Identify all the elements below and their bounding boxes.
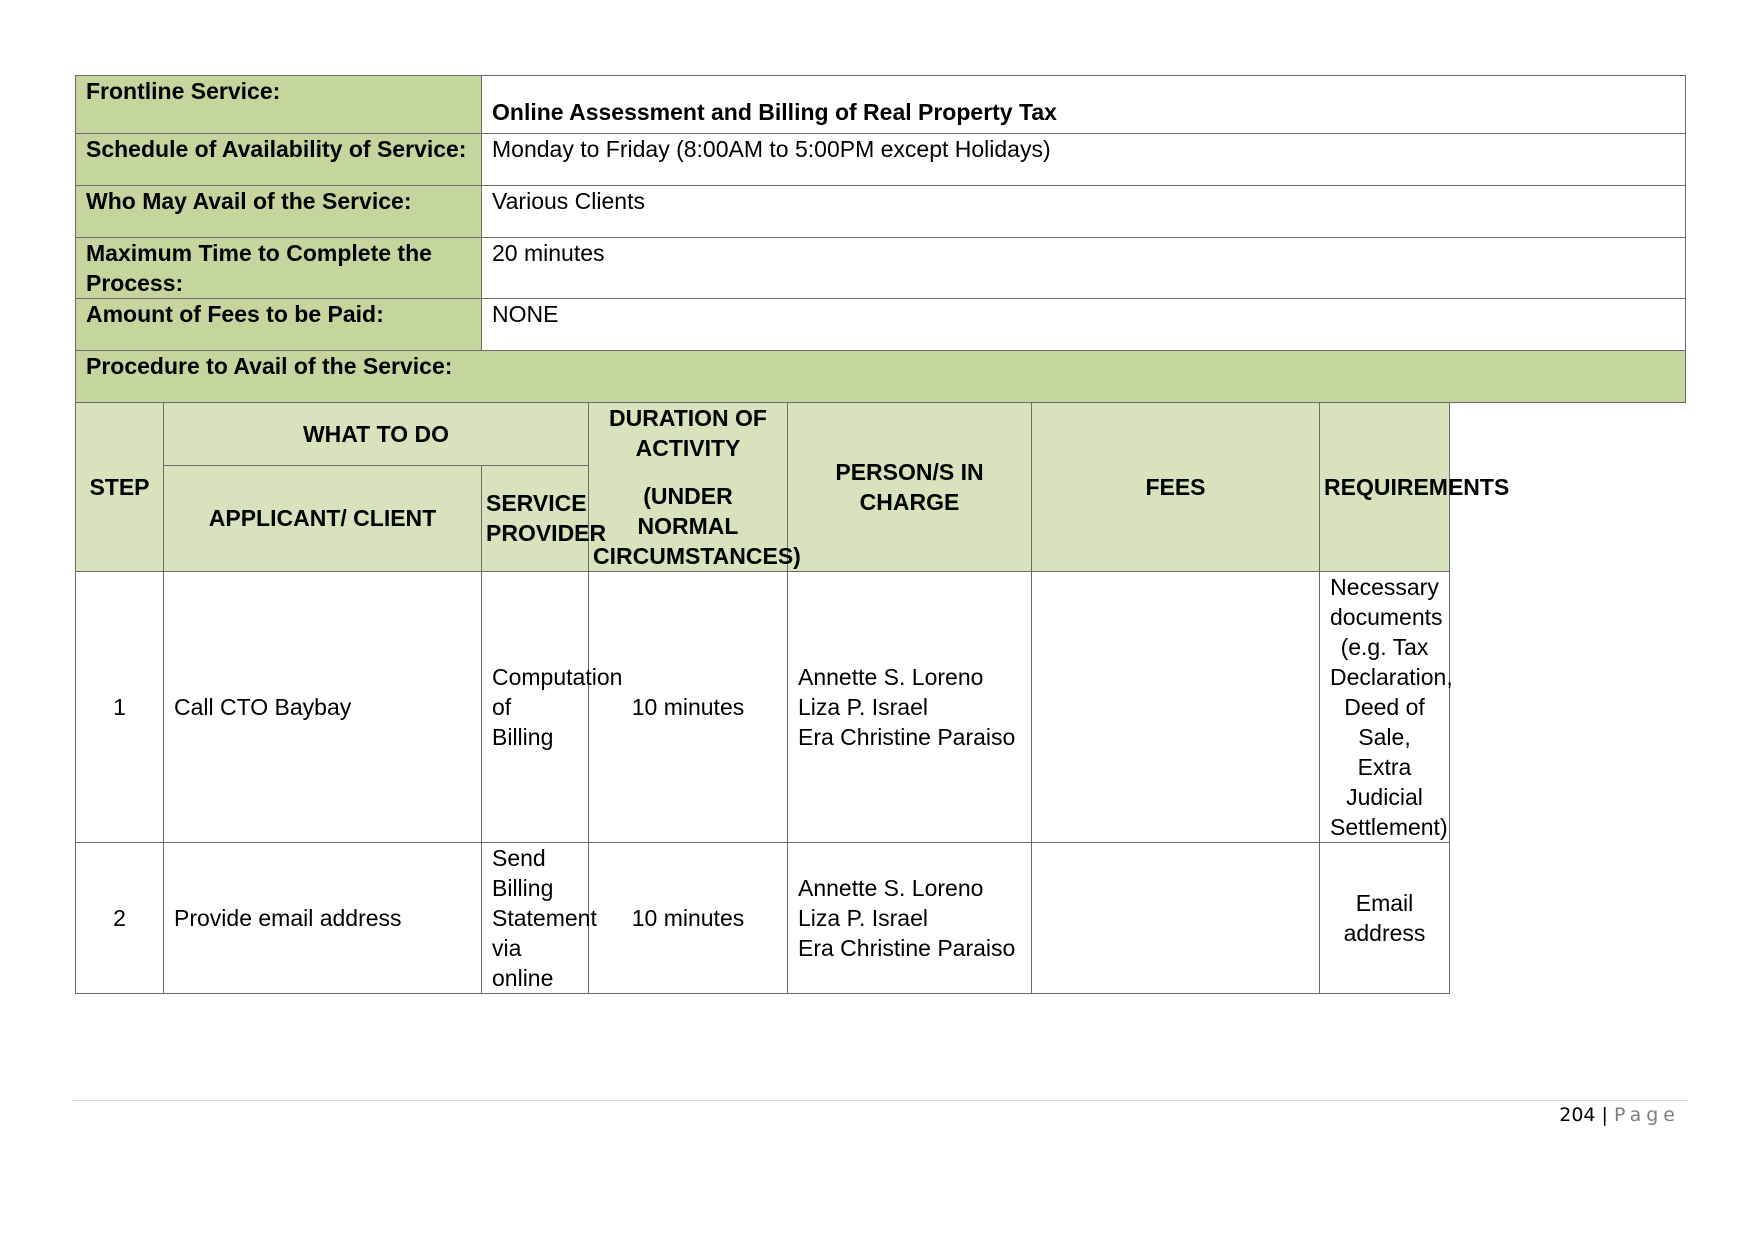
person-name: Liza P. Israel	[798, 905, 928, 931]
person-name: Annette S. Loreno	[798, 664, 984, 690]
person-name: Annette S. Loreno	[798, 875, 984, 901]
info-value: Various Clients	[482, 186, 1686, 238]
info-label: Maximum Time to Complete the Process:	[76, 238, 482, 299]
page-footer	[1559, 1104, 1680, 1126]
header-duration-line1: DURATION OF ACTIVITY	[608, 405, 767, 461]
duration-cell: 10 minutes	[589, 843, 788, 994]
header-applicant: APPLICANT/ CLIENT	[164, 465, 482, 571]
page-number: 204	[1559, 1104, 1596, 1126]
applicant-cell: Provide email address	[164, 843, 482, 994]
applicant-cell: Call CTO Baybay	[164, 572, 482, 843]
page-word: Page	[1614, 1104, 1680, 1126]
step-cell: 2	[76, 843, 164, 994]
info-row-frontline-service	[76, 76, 1686, 134]
requirements-cell: Necessary documents (e.g. Tax Declaration, Deed of Sale, Extra Judicial Settlement)	[1320, 572, 1450, 843]
person-name: Era Christine Paraiso	[798, 935, 1016, 961]
header-requirements: REQUIREMENTS	[1320, 403, 1450, 572]
fees-cell	[1032, 843, 1320, 994]
info-row-max-time	[76, 238, 1686, 299]
persons-cell	[788, 843, 1032, 994]
duration-cell: 10 minutes	[589, 572, 788, 843]
table-row	[76, 843, 1686, 994]
info-label: Frontline Service:	[76, 76, 482, 134]
info-label: Schedule of Availability of Service:	[76, 134, 482, 186]
header-persons: PERSON/S IN CHARGE	[788, 403, 1032, 572]
table-row	[76, 572, 1686, 843]
provider-cell: Computation of Billing	[482, 572, 589, 843]
info-row-who-may-avail	[76, 186, 1686, 238]
info-label: Amount of Fees to be Paid:	[76, 299, 482, 351]
footer-divider	[72, 1100, 1688, 1101]
info-value: Monday to Friday (8:00AM to 5:00PM except Holidays)	[482, 134, 1686, 186]
step-cell: 1	[76, 572, 164, 843]
requirements-cell: Email address	[1320, 843, 1450, 994]
table-header-row-1	[76, 403, 1686, 466]
header-step: STEP	[76, 403, 164, 572]
person-name: Era Christine Paraiso	[798, 724, 1016, 750]
service-info-table	[75, 75, 1686, 994]
person-name: Liza P. Israel	[798, 694, 928, 720]
page-separator: |	[1601, 1104, 1608, 1126]
info-value: Online Assessment and Billing of Real Property Tax	[482, 76, 1686, 134]
persons-cell	[788, 572, 1032, 843]
header-duration	[589, 403, 801, 572]
header-duration-line2: (UNDER NORMAL CIRCUMSTANCES)	[593, 483, 801, 569]
info-value: 20 minutes	[482, 238, 1686, 299]
provider-cell: Send Billing Statement via online	[482, 843, 589, 994]
procedure-row	[76, 351, 1686, 403]
service-table-container	[75, 75, 1685, 994]
header-fees: FEES	[1032, 403, 1320, 572]
info-value: NONE	[482, 299, 1686, 351]
header-provider: SERVICE PROVIDER	[482, 465, 589, 571]
fees-cell	[1032, 572, 1320, 843]
header-what-to-do: WHAT TO DO	[164, 403, 589, 466]
info-row-fees	[76, 299, 1686, 351]
procedure-label: Procedure to Avail of the Service:	[76, 351, 1686, 403]
info-row-schedule	[76, 134, 1686, 186]
info-label: Who May Avail of the Service:	[76, 186, 482, 238]
